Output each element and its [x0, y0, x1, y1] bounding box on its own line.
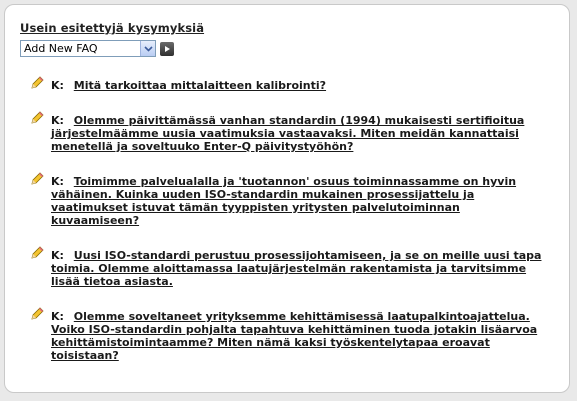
faq-item: [29, 114, 549, 153]
chevron-down-icon[interactable]: [140, 41, 155, 56]
faq-question-link[interactable]: Olemme päivittämässä vanhan standardin (1994) mukaisesti sertifioitua järjestelmäämme uusia vaatimuksia vastaavaksi. Miten meidän kannattaisi menetellä ja soveltuuko Enter-Q päivitystyöhön?: [51, 114, 525, 153]
faq-item: [29, 310, 549, 362]
pencil-icon[interactable]: [29, 171, 45, 187]
faq-question-link[interactable]: Mitä tarkoittaa mittalaitteen kalibrointi?: [73, 79, 327, 92]
pencil-icon[interactable]: [29, 306, 45, 322]
play-arrow-icon: [163, 45, 171, 53]
faq-question-link[interactable]: Olemme soveltaneet yrityksemme kehittämisessä laatupalkintoajattelua. Voiko ISO-standardin pohjalta tapahtuva kehittäminen tuoda jotakin lisäarvoa kehittämistoimintaamme? Miten nämä kaksi työskentelytapaa eroavat toisistaan?: [51, 310, 538, 362]
faq-prefix: K:: [51, 114, 64, 127]
faq-item: [29, 249, 549, 288]
faq-toolbar: [20, 40, 174, 57]
add-faq-select[interactable]: [20, 40, 156, 57]
pencil-icon[interactable]: [29, 110, 45, 126]
pencil-icon[interactable]: [29, 75, 45, 91]
faq-item: [29, 175, 549, 227]
faq-question-link[interactable]: Uusi ISO-standardi perustuu prosessijohtamiseen, ja se on meille uusi tapa toimia. Olemme aloittamassa laatujärjestelmän rakentamista ja tarvitsimme lisää tietoa asiasta.: [51, 249, 542, 288]
select-value: Add New FAQ: [24, 42, 98, 55]
faq-prefix: K:: [51, 249, 64, 262]
faq-question-link[interactable]: Toimimme palvelualalla ja 'tuotannon' osuus toiminnassamme on hyvin vähäinen. Kuinka uuden ISO-standardin mukainen prosessijattelu ja vaatimukset istuvat tämän tyyppisten yritysten palvelutoiminnan kuvaamiseen?: [51, 175, 517, 227]
panel-title: Usein esitettyjä kysymyksiä: [20, 21, 205, 35]
go-button[interactable]: [160, 42, 174, 56]
faq-panel: [4, 4, 570, 393]
faq-prefix: K:: [51, 175, 64, 188]
pencil-icon[interactable]: [29, 245, 45, 261]
faq-prefix: K:: [51, 79, 64, 92]
faq-list: [29, 79, 549, 384]
faq-prefix: K:: [51, 310, 64, 323]
faq-item: [29, 79, 549, 92]
